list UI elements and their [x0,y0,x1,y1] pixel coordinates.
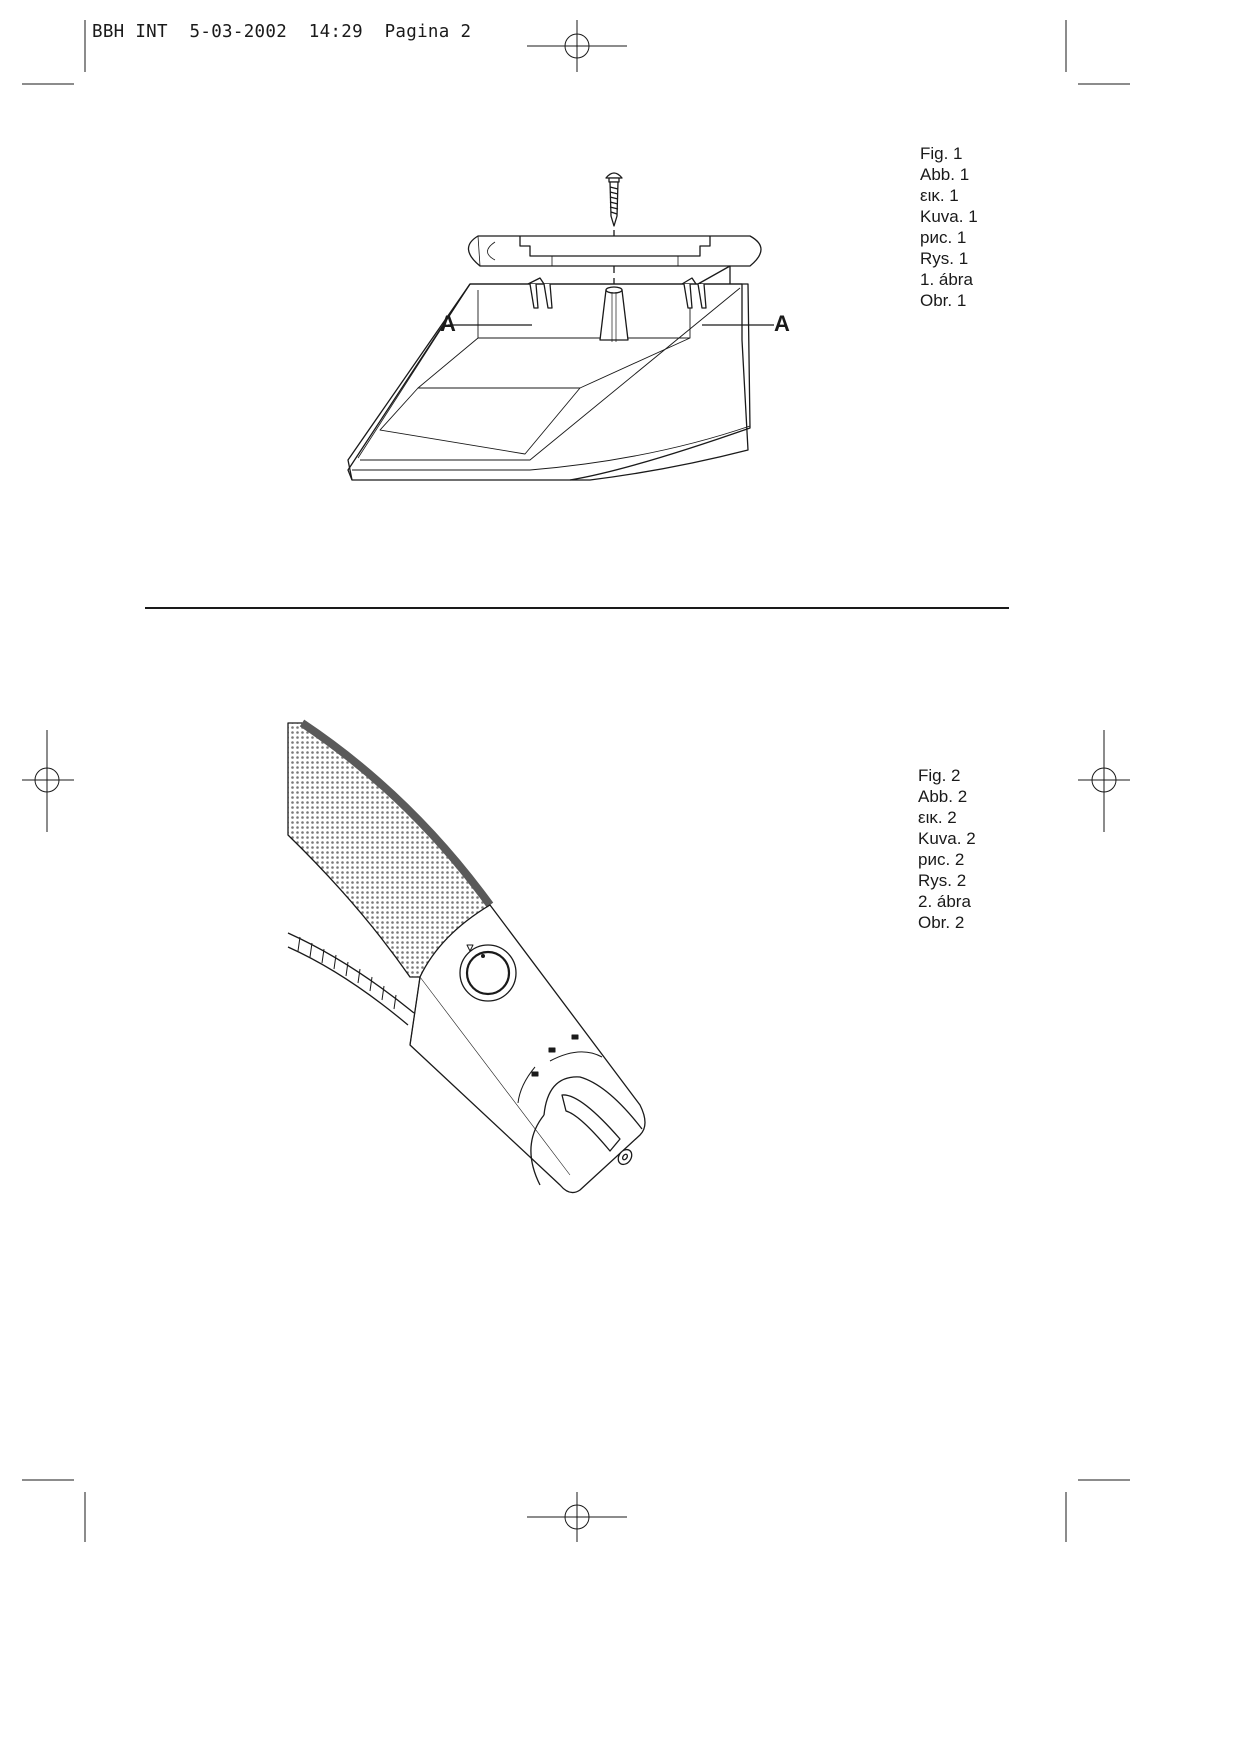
caption-line: Rys. 1 [920,249,969,268]
caption-line: εικ. 1 [920,186,959,205]
registration-mark-left [22,730,74,832]
figure-2-handle-illustration [280,715,680,1205]
callout-label-right: A [774,311,790,336]
caption-line: Obr. 2 [918,913,965,932]
registration-mark-bottom [527,1492,627,1542]
figure-1-captions [920,143,978,311]
callout-label-left: A [440,311,456,336]
caption-line: 2. ábra [918,892,971,911]
bracket-base [348,266,750,480]
caption-line: Kuva. 2 [918,829,976,848]
registration-mark-top [527,20,627,72]
caption-line: εικ. 2 [918,808,957,827]
caption-line: рис. 1 [920,228,967,247]
caption-line: Fig. 2 [918,766,961,785]
caption-line: Rys. 2 [918,871,967,890]
caption-line: Obr. 1 [920,291,967,310]
slug-date: 5-03-2002 [189,22,288,42]
figure-1-bracket-illustration [330,160,800,540]
screw-icon [606,173,622,226]
control-knob-icon [460,945,516,1001]
caption-line: Abb. 2 [918,787,968,806]
registration-mark-right [1078,730,1130,832]
caption-line: Fig. 1 [920,144,963,163]
slug-time: 14:29 [308,22,363,42]
caption-line: рис. 2 [918,850,965,869]
caption-line: Kuva. 1 [920,207,978,226]
slug-page: Pagina 2 [384,22,472,42]
caption-line: Abb. 1 [920,165,970,184]
slug-job: BBH INT [92,22,168,42]
bracket-cap [468,236,761,266]
figure-2-captions [918,765,976,933]
caption-line: 1. ábra [920,270,973,289]
section-divider [145,607,1009,609]
